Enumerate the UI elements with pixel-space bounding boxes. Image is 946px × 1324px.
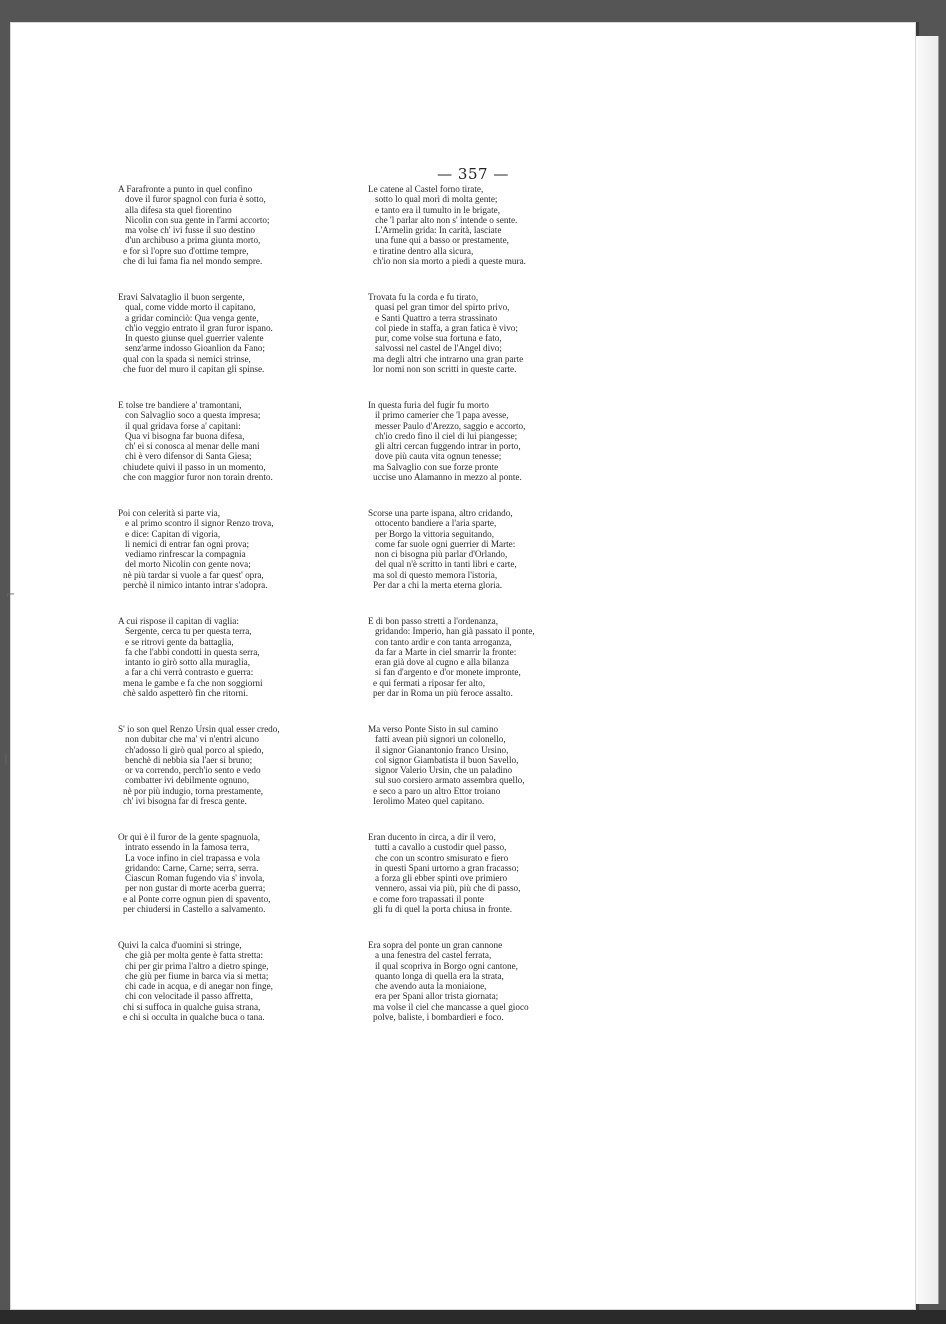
verse-line: una fune qui a basso or prestamente, [375,235,509,246]
stanza [368,724,688,832]
verse-line: quasi pel gran timor del spirto privo, [375,302,510,313]
verse-line: d'un archibuso a prima giunta morto, [125,235,261,246]
verse-line: era per Spani allor trista giornata; [375,991,499,1002]
verse-line: pur, come volse sua fortuna e fato, [375,333,502,344]
verse-line: li nemici di entrar fan ogni prova; [125,538,249,549]
verse-line: a far a chi verrà contrasto e guerra: [125,667,254,678]
verse-line: si fan d'argento e d'or monete impronte, [375,667,521,678]
verse-line: messer Paulo d'Arezzo, saggio e accorto, [375,420,526,431]
verse-line: e dice: Capitan di vigoria, [125,528,221,539]
margin-mark: ⌐ [6,588,16,601]
verse-line: in questi Spani urtorno a gran fracasso; [375,862,519,873]
verse-line: Ierolimo Mateo quel capitano. [373,796,485,807]
verse-line: A cui rispose il capitan di vaglia: [118,616,239,626]
verse-line: col signor Giambatista il buon Savello, [375,754,519,765]
verse-line: a una fenestra del castel ferrata, [375,950,492,961]
verse-line: il signor Gianantonio franco Ursino, [375,744,509,755]
verse-line: Ma verso Ponte Sisto in sul camino [368,724,499,734]
verse-line: che 'l parlar alto non s' intende o sente. [375,214,518,225]
verse-line: signor Valerio Ursin, che un paladino [375,765,513,776]
verse-line: nè più tardar si vuole a far quest' opra, [123,569,264,580]
verse-line: Eran ducento in circa, a dir il vero, [368,832,496,842]
verse-line: e come foro trapassati il ponte [373,893,484,904]
verse-line: a forza gli ebber spinti ove primiero [375,873,508,884]
stanza [368,832,688,940]
verse-line: che già per molta gente è fatta stretta: [125,950,264,961]
verse-line: ma volse il ciel che mancasse a quel gioco [373,1001,529,1012]
verse-line: che avendo auta la moniaione, [375,981,487,992]
verse-line: e se ritrovi gente da battaglia, [125,636,234,647]
verse-line: uccise uno Alamanno in mezzo al ponte. [373,472,522,483]
verse-line: Poi con celerità si parte via, [118,508,221,518]
verse-line: ch' ei si conosca al menar delle mani [125,441,260,452]
verse-line: chè saldo aspetterò fin che ritorni. [123,688,249,699]
verse-line: Or qui è il furor de la gente spagnuola, [118,832,261,842]
verse-line: ch'adosso li girò qual porco al spiedo, [125,744,264,755]
verse-line: e for sì l'opre suo d'ottime tempre, [123,245,249,256]
verse-line: che fuor del muro il capitan gli spinse. [123,364,265,375]
verse-line: quanto longa di quella era la strata, [375,970,504,981]
verse-line: per non gustar di morte acerba guerra; [125,883,266,894]
verse-line: sul suo corsiero armato assembra quello, [375,775,525,786]
verse-line: e tiratine dentro alla sicura, [373,245,474,256]
verse-line: Quivi la calca d'uomini si stringe, [118,940,242,950]
verse-line: e seco a paro un altro Ettor troiano [373,785,501,796]
verse-line: chi cade in acqua, e di anegar non finge, [125,981,273,992]
verse-line: chi per gir prima l'altro a dietro spinge, [125,960,269,971]
verse-line: senz'arme indosso Gioanlion da Fano; [125,343,265,354]
verse-line: ma Salvaglio con sue forze pronte [373,461,499,472]
verse-line: sotto lo qual morì di molta gente; [375,194,498,205]
verse-line: a gridar cominciò: Qua venga gente, [125,312,259,323]
verse-line: polve, baliste, i bombardieri e foco. [373,1012,504,1023]
verse-line: mena le gambe e fa che non soggiorni [123,677,263,688]
verse-line: per Borgo la vittoria seguitando, [375,528,494,539]
verse-line: ch'io credo fino il ciel di lui piangesse; [375,430,518,441]
verse-line: Qua vi bisogna far buona difesa, [125,430,245,441]
verse-line: fatti avean più signori un colonello, [375,734,506,745]
stanza [368,940,688,1048]
verse-line: salvossi nel castel de l'Angel divo; [375,343,502,354]
verse-line: intanto io girò sotto alla muraglia, [125,657,251,668]
verse-line: eran già dove al cugno e alla bilanza [375,657,509,668]
verse-line: combatter ivi debilmente ognuno, [125,775,249,786]
verse-line: e tanto era il tumulto in le brigate, [375,204,501,215]
verse-line: Trovata fu la corda e fu tirato, [368,292,479,302]
stanza [368,616,688,724]
verse-line: che con un scontro smisurato e fiero [375,852,509,863]
verse-line: ottocento bandiere a l'aria sparte, [375,518,497,529]
verse-line: per dar in Roma un più feroce assalto. [373,688,513,699]
verse-line: chi è vero difensor di Santa Giesa; [125,451,252,462]
verse-line: con Salvaglio soco a questa impresa; [125,410,261,421]
verse-line: gli fu di quel la porta chiusa in fronte. [373,904,513,915]
verse-line: alla difesa sta quel fiorentino [125,204,232,215]
verse-line: vediamo rinfrescar la compagnia [125,549,246,560]
verse-line: E di bon passo stretti a l'ordenanza, [368,616,498,626]
verse-line: Le catene al Castel forno tirate, [368,184,484,194]
margin-mark: | [4,752,8,765]
verse-line: per chiudersi in Castello a salvamento. [123,904,266,915]
verse-line: Sergente, cerca tu per questa terra, [125,626,252,637]
verse-line: E tolse tre bandiere a' tramontani, [118,400,242,410]
verse-line: chi con velocitade il passo affretta, [125,991,253,1002]
verse-line: lor nomi non son scritti in queste carte. [373,364,517,375]
verse-line: intrato essendo in la famosa terra, [125,842,249,853]
verse-line: gridando: Carne, Carne; serra, serra. [125,862,259,873]
page-number: — 357 — [437,165,509,183]
verse-line: benchè di nebbia sia l'aer sì bruno; [125,754,253,765]
verse-line: Ciascun Roman fugendo via s' invola, [125,873,265,884]
verse-line: e chi si occulta in qualche buca o tana. [123,1012,265,1023]
verse-line: A Farafronte a punto in quel confino [118,184,253,194]
verse-line: gridando: Imperio, han già passato il ponte, [375,626,535,637]
verse-line: chiudete quivi il passo in un momento, [123,461,266,472]
stanza [368,184,688,292]
verse-line: qual con la spada sì nemici strinse, [123,353,251,364]
verse-line: ma volse ch' ivi fusse il suo destino [125,225,256,236]
verse-line: tutti a cavallo a custodir quel passo, [375,842,507,853]
verse-line: ch'io non sia morto a piedi a queste mura. [373,256,526,267]
verse-line: che con maggior furor non torain drento. [123,472,273,483]
verse-line: dove più cauta vita ognun tenesse; [375,451,502,462]
scan-border [0,1310,946,1324]
verse-line: del qual n'è scritto in tanti libri e carte, [375,559,517,570]
verse-line: che giù per fiume in barca via si metta; [125,970,269,981]
verse-line: Era sopra del ponte un gran cannone [368,940,503,950]
verse-line: Scorse una parte ispana, altro cridando, [368,508,513,518]
stanza [368,292,688,400]
verse-line: il qual scopriva in Borgo ogni cantone, [375,960,518,971]
verse-line: perchè il nimico intanto intrar s'adopra. [123,580,268,591]
verse-line: Nicolin con sua gente in l'armi accorto; [125,214,270,225]
verse-line: Per dar a chi la merta eterna gloria. [373,580,503,591]
verse-line: ma degli altri che intrarno una gran parte [373,353,524,364]
verse-line: qual, come vidde morto il capitano, [125,302,256,313]
verse-line: e Santi Quattro a terra strassinato [375,312,498,323]
page-edge [916,36,939,1304]
verse-line: La voce infino in ciel trapassa e vola [125,852,260,863]
verse-line: nè por più indugio, torna prestamente, [123,785,264,796]
verse-line: L'Armelin grida: In carità, lasciate [375,225,502,236]
verse-line: S' io son quel Renzo Ursin qual esser credo, [118,724,280,734]
verse-line: col piede in staffa, a gran fatica è vivo; [375,322,518,333]
verse-line: il qual gridava forse a' capitani: [125,420,241,431]
stanza [368,508,688,616]
verse-line: che di lui fama fia nel mondo sempre. [123,256,263,267]
verse-line: chi si suffoca in qualche guisa strana, [123,1001,261,1012]
verse-line: non dubitar che ma' vi n'entri alcuno [125,734,259,745]
verse-line: e al primo scontro il signor Renzo trova, [125,518,274,529]
verse-line: il primo camerier che 'l papa avesse, [375,410,509,421]
verse-line: ch'io veggio entrato il gran furor ispano. [125,322,273,333]
verse-line: Eravi Salvataglio il buon sergente, [118,292,245,302]
verse-line: dove il furor spagnol con furia è sotto, [125,194,266,205]
verse-line: e al Ponte corre ognun pien di spavento, [123,893,271,904]
right-column [368,184,688,1048]
verse-line: e qui fermati a riposar fer alto, [373,677,485,688]
verse-line: fa che l'abbi condotti in questa serra, [125,646,260,657]
verse-line: da far a Marte in ciel smarrir la fronte: [375,646,517,657]
stanza [368,400,688,508]
verse-line: or va correndo, perch'io sento e vedo [125,765,261,776]
verse-line: In questo giunse quel guerrier valente [125,333,264,344]
verse-line: ch' ivi bisogna far di fresca gente. [123,796,247,807]
verse-line: vennero, assai via più, più che di passo, [375,883,521,894]
verse-line: come far suole ogni guerrier di Marte: [375,538,516,549]
verse-line: gli altri cercan fuggendo intrar in porto, [375,441,521,452]
verse-line: ma sol di questo memora l'istoria, [373,569,498,580]
verse-line: del morto Nicolin con gente nova; [125,559,251,570]
verse-line: con tanto ardir e con tanta arroganza, [375,636,512,647]
verse-line: non ci bisogna più parlar d'Orlando, [375,549,508,560]
verse-line: In questa furia del fugir fu morto [368,400,489,410]
